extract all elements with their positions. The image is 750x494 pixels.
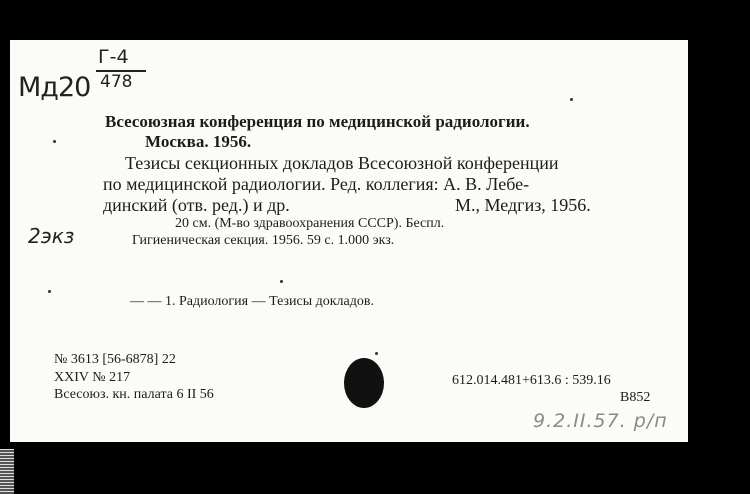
speck xyxy=(280,280,283,283)
binding-edge xyxy=(0,449,14,494)
description-line-3: динский (отв. ред.) и др. xyxy=(103,195,290,215)
catalog-card xyxy=(10,40,688,442)
speck xyxy=(375,352,378,355)
volume-number: XXIV № 217 xyxy=(54,370,131,385)
chamber-note: Всесоюз. кн. палата 6 II 56 xyxy=(54,387,214,402)
description-line-1: Тезисы секционных докладов Всесоюзной конференции xyxy=(125,153,559,173)
series-note: Гигиеническая секция. 1956. 59 с. 1.000 экз. xyxy=(132,233,395,248)
author-mark: В852 xyxy=(620,390,651,405)
speck xyxy=(53,140,56,143)
title-line-1: Всесоюзная конференция по медицинской радиологии. xyxy=(105,112,530,131)
publisher: М., Медгиз, 1956. xyxy=(455,195,591,215)
speck xyxy=(570,98,573,101)
title-line-2: Москва. 1956. xyxy=(145,132,252,151)
call-number-upper: Г-4 xyxy=(98,46,129,68)
punch-hole xyxy=(344,358,384,408)
call-number-prefix: Мд20 xyxy=(18,72,91,103)
udc-code: 612.014.481+613.6 : 539.16 xyxy=(452,373,611,388)
copies-note: 2экз xyxy=(28,224,75,248)
speck xyxy=(48,290,51,293)
description-line-2: по медицинской радиологии. Ред. коллегия: А. В. Лебе- xyxy=(103,174,530,194)
call-number-lower: 478 xyxy=(100,72,133,92)
physical-description: 20 см. (М-во здравоохранения СССР). Беспл. xyxy=(175,216,445,231)
subject-heading: — — 1. Радиология — Тезисы докладов. xyxy=(130,294,374,309)
record-number: № 3613 [56-6878] 22 xyxy=(54,352,176,367)
date-stamp: 9.2.II.57. р/п xyxy=(533,410,668,432)
